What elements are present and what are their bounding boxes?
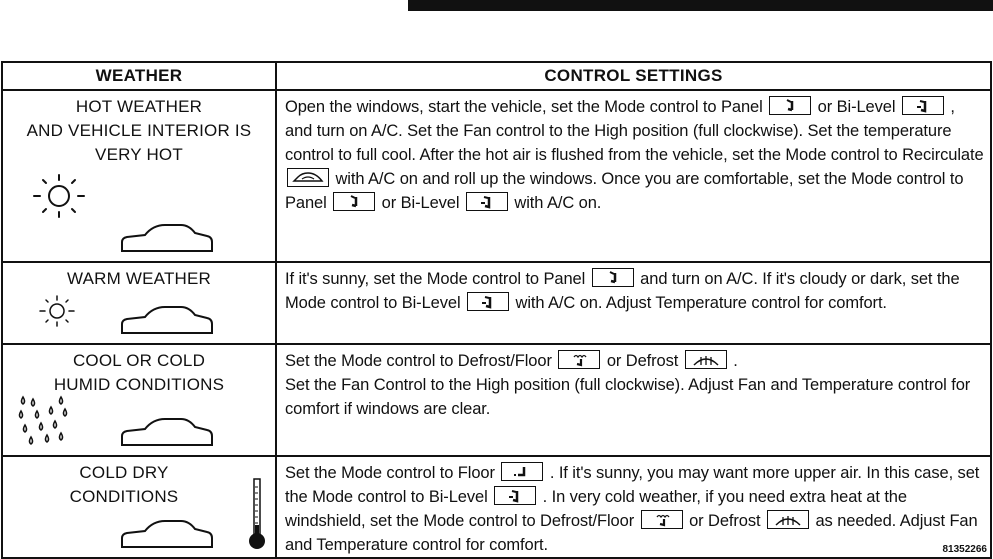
panel-mode-icon: [592, 268, 634, 287]
instruction-text: . In very cold weather, if you need extra heat at the windshield, set the Mode control to Defrost/Floor: [285, 488, 907, 530]
header-bar: [408, 0, 993, 11]
weather-cell-cool: [2, 344, 276, 456]
figure-code: 81352266: [942, 544, 987, 555]
instruction-text: or Defrost: [689, 512, 761, 530]
weather-column-header: WEATHER: [2, 62, 276, 90]
weather-cell-cold-dry: [2, 456, 276, 558]
instruction-text: with A/C on and roll up the windows. Once you are comfortable, set the Mode control to Panel: [285, 170, 964, 212]
car-icon: [119, 415, 215, 449]
instruction-text: with A/C on.: [514, 194, 602, 212]
table-header-row: [2, 62, 991, 90]
car-icon: [119, 517, 215, 551]
instruction-text: or Bi-Level: [381, 194, 460, 212]
droplets-icon: [17, 393, 77, 449]
climate-control-table: [1, 61, 992, 559]
weather-line: HUMID CONDITIONS: [53, 375, 225, 394]
bilevel-mode-icon: [494, 486, 536, 505]
settings-cell-hot: [276, 90, 991, 262]
weather-line: HOT WEATHER: [75, 97, 203, 116]
instruction-text: .: [733, 352, 738, 370]
instruction-text: Set the Fan Control to the High position (full clockwise). Adjust Fan and Temperature control for comfort if windows are clear.: [285, 376, 971, 418]
weather-line: COOL OR COLD: [72, 351, 206, 370]
instruction-text: or Defrost: [606, 352, 679, 370]
weather-cell-hot: [2, 90, 276, 262]
recirculate-icon: [287, 168, 329, 187]
instruction-text: as needed. Adjust Fan and Temperature control for comfort.: [285, 512, 978, 554]
settings-cell-cool: [276, 344, 991, 456]
sun-icon: [29, 171, 89, 221]
car-icon: [119, 303, 215, 337]
defrost-floor-icon: [558, 350, 600, 369]
instruction-text: Set the Mode control to Defrost/Floor: [285, 352, 552, 370]
sun-icon: [37, 293, 77, 329]
defrost-floor-icon: [641, 510, 683, 529]
instruction-text: Open the windows, start the vehicle, set the Mode control to Panel: [285, 98, 763, 116]
bilevel-mode-icon: [466, 192, 508, 211]
settings-cell-cold-dry: [276, 456, 991, 558]
instruction-text: . If it's sunny, you may want more upper air. In this case, set the Mode control to Bi-Level: [285, 464, 980, 506]
instruction-text: with A/C on. Adjust Temperature control for comfort.: [515, 294, 887, 312]
control-settings-column-header: CONTROL SETTINGS: [276, 62, 991, 90]
instruction-text: If it's sunny, set the Mode control to Panel: [285, 270, 586, 288]
instruction-text: , and turn on A/C. Set the Fan control to the High position (full clockwise). Set the temperature control to full cool. After the hot air is flushed from the vehicle, set the Mode control to Recirculate: [285, 98, 984, 164]
bilevel-mode-icon: [467, 292, 509, 311]
defrost-icon: [685, 350, 727, 369]
weather-cell-warm: [2, 262, 276, 344]
table-row: [2, 456, 991, 558]
table-row: [2, 90, 991, 262]
instruction-text: Set the Mode control to Floor: [285, 464, 495, 482]
car-icon: [119, 221, 215, 255]
thermometer-icon: [247, 477, 267, 551]
bilevel-mode-icon: [902, 96, 944, 115]
weather-line: VERY HOT: [95, 145, 183, 164]
panel-mode-icon: [333, 192, 375, 211]
table-row: [2, 344, 991, 456]
weather-line: WARM WEATHER: [66, 269, 212, 288]
weather-line: CONDITIONS: [69, 487, 179, 506]
weather-line: COLD DRY: [79, 463, 169, 482]
settings-cell-warm: [276, 262, 991, 344]
weather-line: AND VEHICLE INTERIOR IS: [26, 121, 252, 140]
panel-mode-icon: [769, 96, 811, 115]
table-row: [2, 262, 991, 344]
instruction-text: and turn on A/C. If it's cloudy or dark, set the Mode control to Bi-Level: [285, 270, 960, 312]
defrost-icon: [767, 510, 809, 529]
instruction-text: or Bi-Level: [817, 98, 896, 116]
floor-mode-icon: [501, 462, 543, 481]
